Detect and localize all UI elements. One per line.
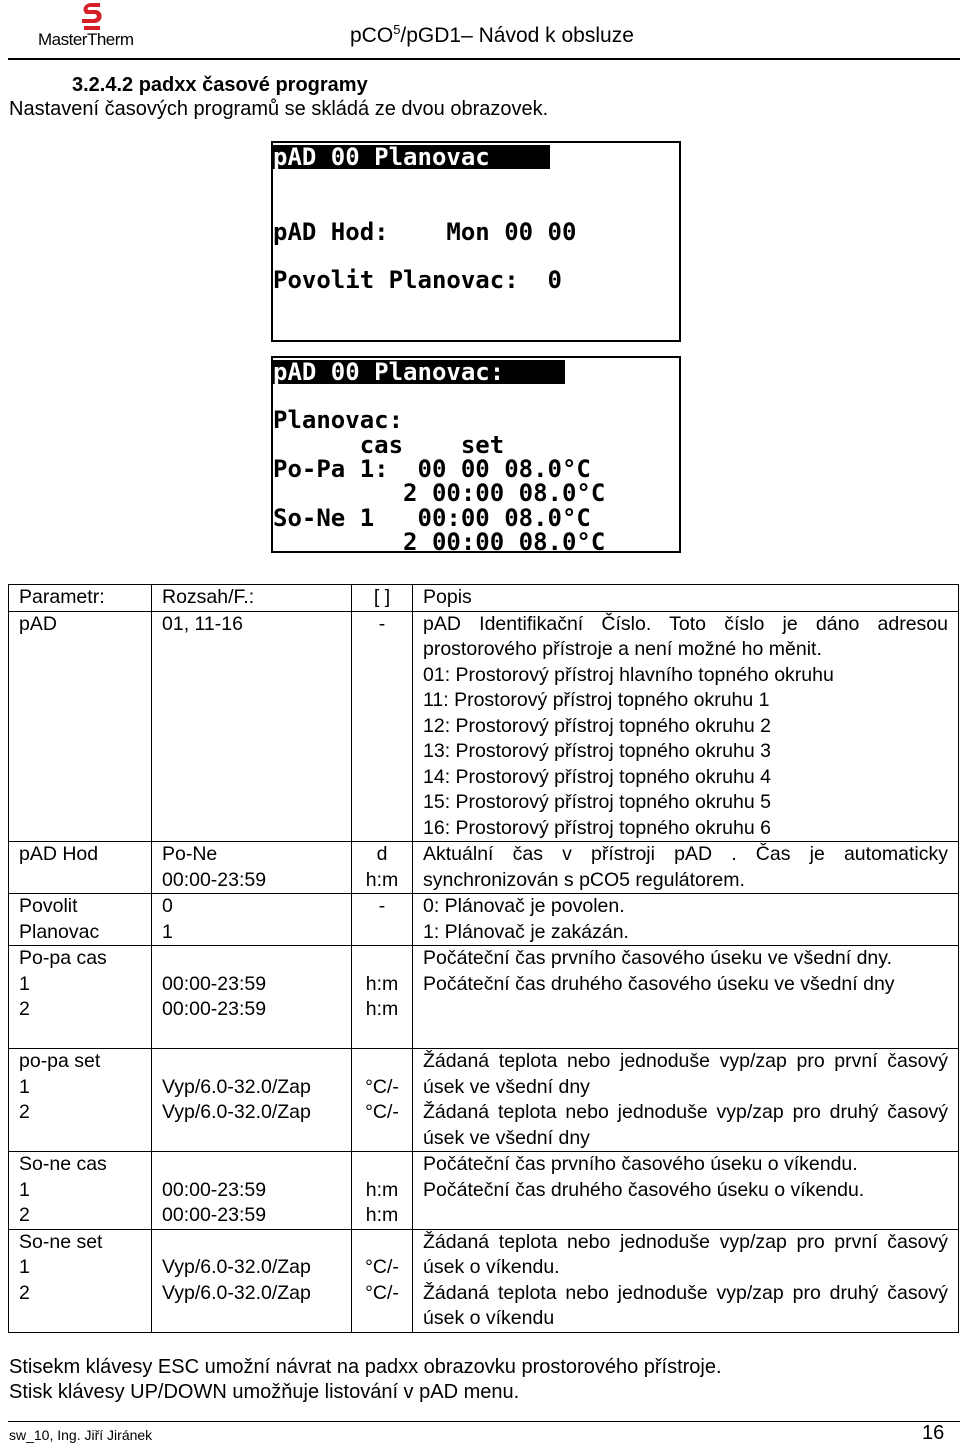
lcd-line: Planovac: [273,406,404,434]
option-line: 16: Prostorový přístroj topného okruhu 6 [423,816,771,839]
lcd-line: cas set [273,431,505,459]
column-header: [ ] [352,585,413,612]
table-row [9,1049,959,1152]
table-header-row [9,585,959,612]
param-name: 2 [19,1281,30,1304]
param-range: 1 [162,920,173,943]
param-description: 0: Plánovač je povolen. [423,895,625,917]
lcd-title-bar: pAD 00 Planovac [273,145,550,169]
param-range: 00:00-23:59 [162,1178,267,1201]
column-header: Popis [413,585,959,612]
option-line: 13: Prostorový přístroj topného okruhu 3 [423,740,771,762]
table-row [9,1229,959,1332]
footer-author: sw_10, Ing. Jiří Jiránek [9,1427,153,1443]
param-unit: h:m [365,998,399,1020]
lcd-line: Povolit Planovac: 0 [273,266,562,294]
param-description: Žádaná teplota nebo jednoduše vyp/zap pro druhý časový úsek o víkendu [423,1281,948,1329]
param-unit: - [378,612,386,635]
lcd-line: 2 00:00 08.0°C [273,479,606,507]
param-unit: h:m [365,1204,399,1226]
param-range: 00:00-23:59 [162,868,267,891]
mastertherm-logo-icon [78,2,106,32]
param-name: Povolit [19,895,78,917]
param-unit: - [378,895,386,917]
table-row [9,1152,959,1230]
param-range: 0 [162,895,173,917]
param-name: Planovac [19,920,100,943]
param-unit: °C/- [365,1101,399,1123]
param-description: Počáteční čas prvního časového úseku o víkendu. [423,1153,858,1175]
option-line: 15: Prostorový přístroj topného okruhu 5 [423,791,771,813]
param-unit: °C/- [365,1075,399,1098]
param-unit: h:m [365,868,399,891]
lcd-line: 2 00:00 08.0°C [273,528,606,556]
param-name: 1 [19,1178,30,1201]
param-description: Počáteční čas prvního časového úseku ve všední dny. [423,947,892,969]
lcd-line: So-Ne 1 00:00 08.0°C [273,504,591,532]
param-range: Vyp/6.0-32.0/Zap [162,1075,311,1098]
param-name: 1 [19,1256,30,1278]
param-unit: °C/- [365,1256,399,1278]
param-description: Žádaná teplota nebo jednoduše vyp/zap pro první časový úsek o víkendu. [423,1230,948,1278]
param-name: So-ne cas [19,1153,107,1175]
param-description: 1: Plánovač je zakázán. [423,920,629,943]
param-range: Vyp/6.0-32.0/Zap [162,1256,311,1278]
param-unit: h:m [365,1178,399,1201]
brand-name: MasterTherm [38,30,134,49]
lcd-line: Po-Pa 1: 00 00 08.0°C [273,455,591,483]
note-up-down: Stisk klávesy UP/DOWN umožňuje listování v pAD menu. [9,1381,520,1403]
lcd-line: pAD Hod: Mon 00 00 [273,218,577,246]
document-title: pCO$^5$/pGD1– Návod k obsluze [350,22,634,47]
param-unit: d [376,843,388,865]
param-description: Aktuální čas v přístroji pAD . Čas je automaticky synchronizován s pCO5 regulátorem. [423,843,948,891]
section-heading: 3.2.4.2 padxx časové programy [72,74,368,96]
table-row [9,894,959,946]
section-intro: Nastavení časových programů se skládá ze dvou obrazovek. [9,98,549,120]
option-line: 11: Prostorový přístroj topného okruhu 1 [423,689,770,711]
brand-logo [38,0,148,50]
table-row [9,842,959,894]
param-name: 1 [19,972,30,995]
table-row [9,611,959,842]
option-line: 12: Prostorový přístroj topného okruhu 2 [423,714,771,737]
param-name: pAD Hod [19,843,99,865]
param-name: pAD [19,612,57,635]
header-divider [8,58,960,60]
table-row [9,946,959,1049]
option-line: 01: Prostorový přístroj hlavního topného okruhu [423,663,834,686]
lcd-screen-planovac [271,141,681,342]
param-description: Počáteční čas druhého časového úseku o víkendu. [423,1178,865,1201]
param-name: po-pa set [19,1050,101,1072]
param-name: 1 [19,1075,30,1098]
param-name: 2 [19,998,30,1020]
param-range: Vyp/6.0-32.0/Zap [162,1101,311,1123]
param-description: Počáteční čas druhého časového úseku ve všední dny [423,972,895,995]
param-range: 00:00-23:59 [162,1204,267,1226]
lcd-title-bar: pAD 00 Planovac: [273,360,565,384]
column-header: Rozsah/F.: [152,585,352,612]
column-header: Parametr: [9,585,152,612]
lcd-screen-planovac-detail [271,356,681,556]
footer-divider [8,1421,960,1422]
page-number: 16 [922,1422,945,1444]
param-description: Žádaná teplota nebo jednoduše vyp/zap pro první časový úsek ve všední dny [423,1050,948,1098]
param-range: Vyp/6.0-32.0/Zap [162,1281,311,1304]
param-name: Po-pa cas [19,947,107,969]
param-name: So-ne set [19,1230,103,1253]
param-unit: h:m [365,972,399,995]
param-description: Žádaná teplota nebo jednoduše vyp/zap pro druhý časový úsek ve všední dny [423,1101,948,1149]
param-range: 00:00-23:59 [162,972,267,995]
note-esc: Stisekm klávesy ESC umožní návrat na padxx obrazovku prostorového přístroje. [9,1356,722,1378]
param-description: pAD Identifikační Číslo. Toto číslo je dáno adresou prostorového přístroje a není možné ho měnit. [423,612,948,660]
param-name: 2 [19,1101,30,1123]
param-name: 2 [19,1204,30,1226]
param-range: Po-Ne [162,843,218,865]
option-line: 14: Prostorový přístroj topného okruhu 4 [423,765,771,788]
parameter-table [8,584,959,1333]
param-range: 01, 11-16 [162,612,243,635]
param-unit: °C/- [365,1281,399,1304]
param-range: 00:00-23:59 [162,998,267,1020]
